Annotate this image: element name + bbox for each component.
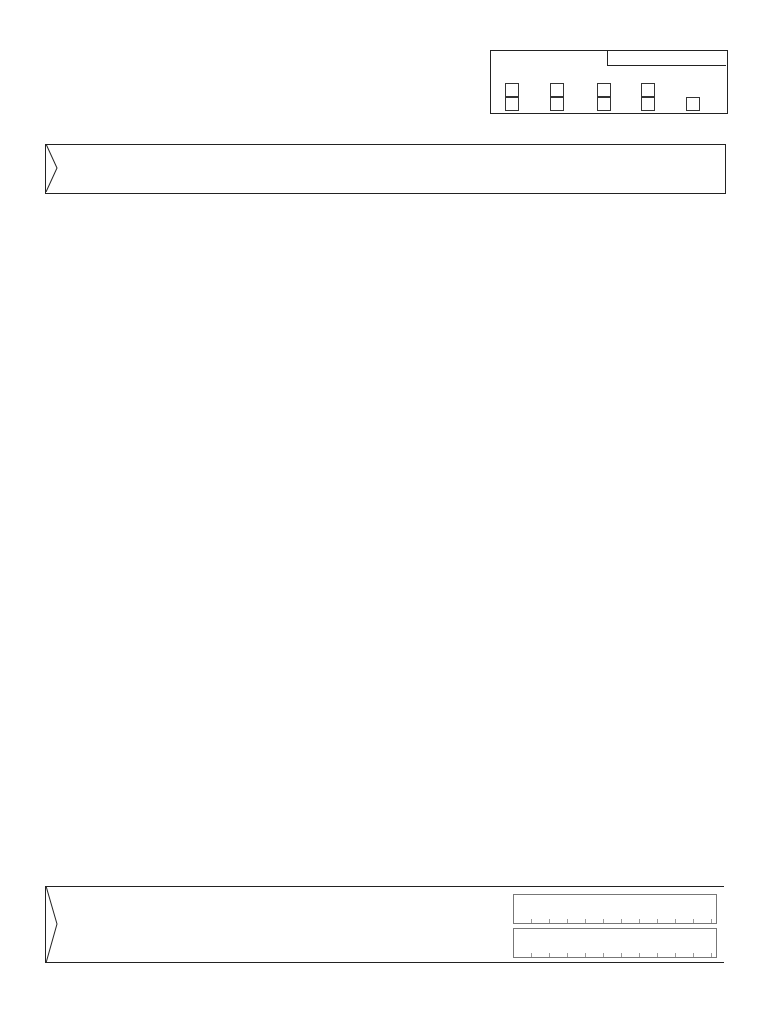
committee-box <box>45 144 726 194</box>
checkbox-11a[interactable] <box>505 83 519 97</box>
checkbox-13[interactable] <box>505 97 519 111</box>
checkbox-11c[interactable] <box>597 83 611 97</box>
checkbox-17[interactable] <box>686 97 700 111</box>
subtotal-field[interactable] <box>513 894 717 924</box>
checkbox-14[interactable] <box>550 97 564 111</box>
totals-bracket-icon <box>45 886 59 963</box>
checkbox-12[interactable] <box>641 83 655 97</box>
checkbox-15[interactable] <box>597 97 611 111</box>
checkbox-11b[interactable] <box>550 83 564 97</box>
committee-bracket-icon <box>45 144 59 192</box>
checkbox-16[interactable] <box>641 97 655 111</box>
total-field[interactable] <box>513 928 717 958</box>
